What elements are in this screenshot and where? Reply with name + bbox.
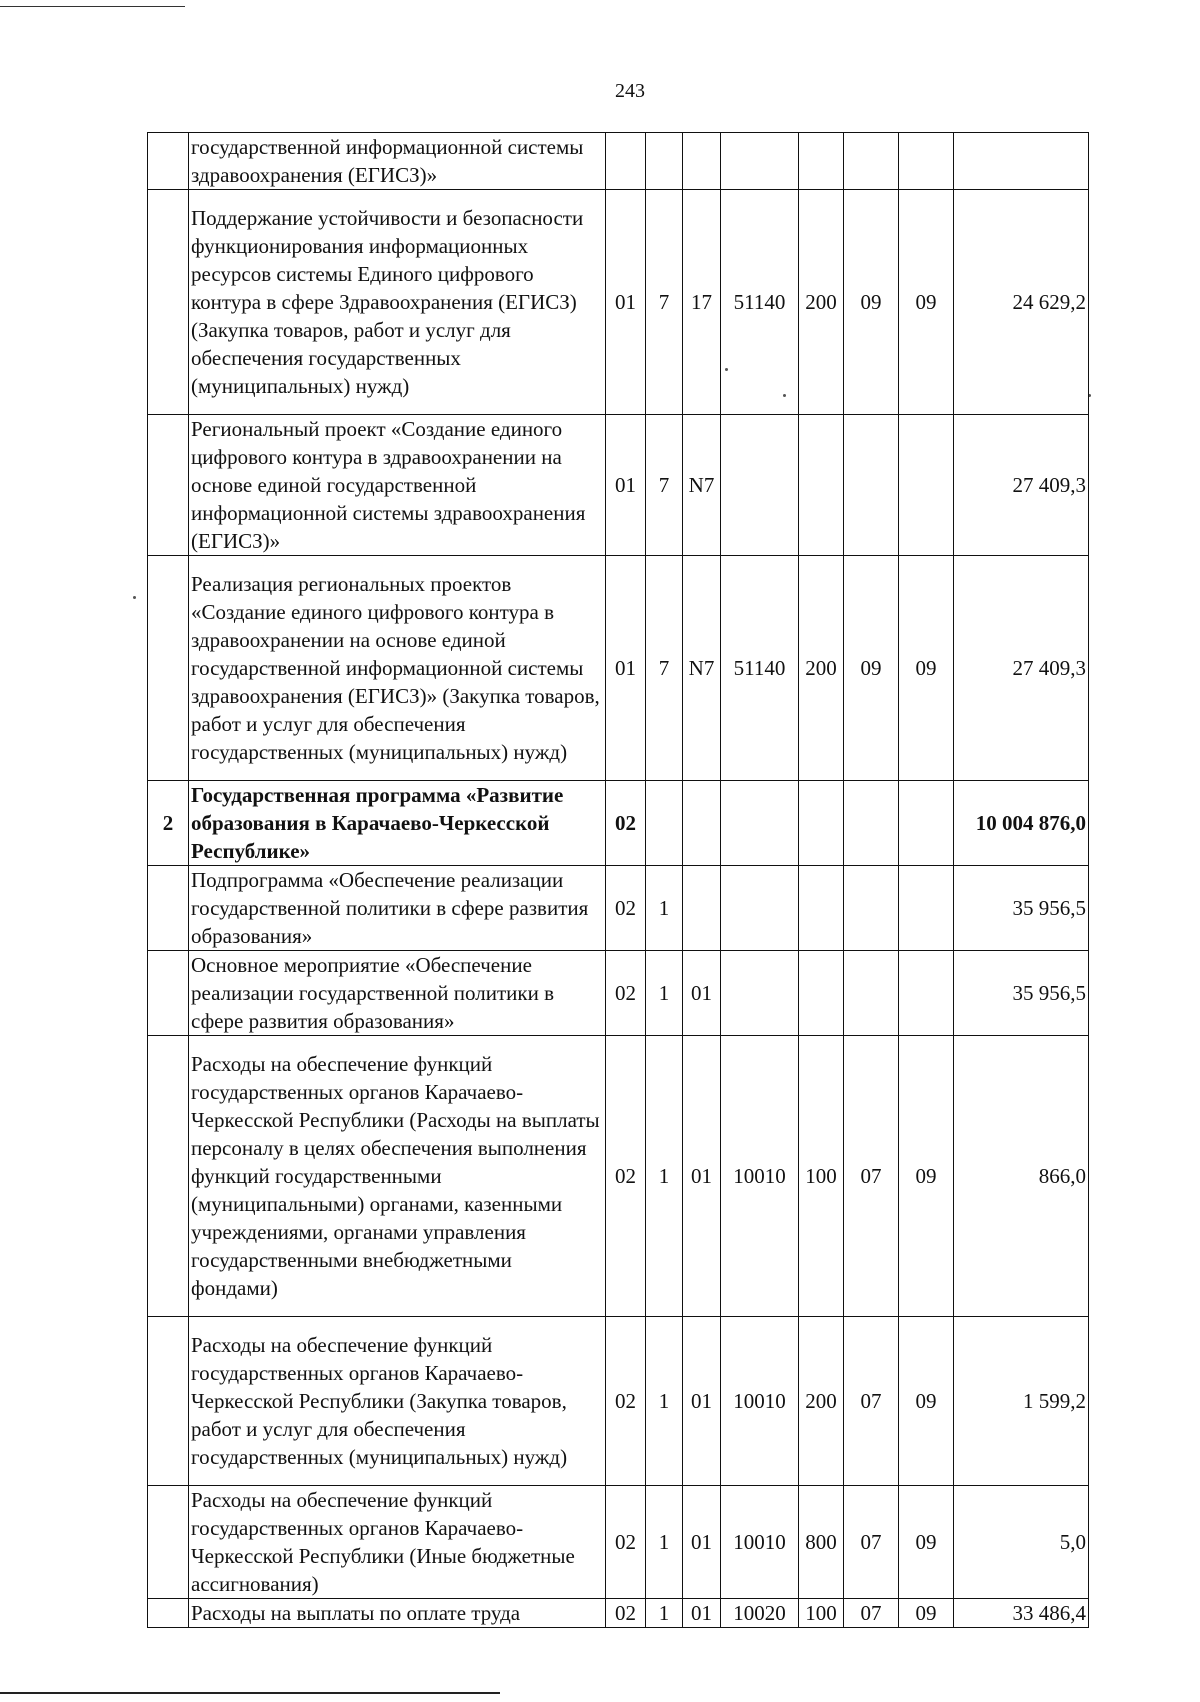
- direction-code: [721, 415, 799, 556]
- program-code: 02: [606, 1317, 646, 1486]
- expense-type-code: [799, 415, 844, 556]
- subsection-code: 09: [899, 1036, 954, 1317]
- expense-type-code: [799, 133, 844, 190]
- expense-name: Поддержание устойчивости и безопасности функционирования информационных ресурсов системы Единого цифрового контура в сфере Здравоохранения (ЕГИСЗ) (Закупка товаров, работ и услуг для обеспечения государственных (муниципальных) нужд): [189, 190, 606, 415]
- program-code: 02: [606, 1036, 646, 1317]
- row-number: [148, 190, 189, 415]
- expense-name: Подпрограмма «Обеспечение реализации государственной политики в сфере развития образования»: [189, 866, 606, 951]
- direction-code: 10020: [721, 1599, 799, 1628]
- event-code: 01: [683, 1599, 721, 1628]
- subsection-code: 09: [899, 556, 954, 781]
- amount: [954, 133, 1089, 190]
- table-row: [148, 190, 1089, 415]
- amount: 35 956,5: [954, 866, 1089, 951]
- expense-name: Региональный проект «Создание единого цифрового контура в здравоохранении на основе единой государственной информационной системы здравоохранения (ЕГИСЗ)»: [189, 415, 606, 556]
- section-code: [844, 781, 899, 866]
- section-code: [844, 866, 899, 951]
- event-code: N7: [683, 556, 721, 781]
- expense-name: Расходы на обеспечение функций государственных органов Карачаево-Черкесской Республики (Расходы на выплаты персоналу в целях обеспечения выполнения функций государственными (муниципальными) органами, казенными учреждениями, органами управления государственными внебюджетными фондами): [189, 1036, 606, 1317]
- subprogram-code: 1: [646, 1317, 683, 1486]
- scan-speck: [133, 596, 136, 599]
- expense-type-code: [799, 781, 844, 866]
- amount: 27 409,3: [954, 556, 1089, 781]
- direction-code: [721, 133, 799, 190]
- amount: 5,0: [954, 1486, 1089, 1599]
- amount: 10 004 876,0: [954, 781, 1089, 866]
- subsection-code: [899, 133, 954, 190]
- program-code: 02: [606, 781, 646, 866]
- event-code: 01: [683, 951, 721, 1036]
- section-code: [844, 951, 899, 1036]
- expense-type-code: 100: [799, 1036, 844, 1317]
- program-code: 02: [606, 951, 646, 1036]
- table-row: [148, 951, 1089, 1036]
- direction-code: 10010: [721, 1317, 799, 1486]
- section-code: 07: [844, 1036, 899, 1317]
- row-number: [148, 1317, 189, 1486]
- amount: 1 599,2: [954, 1317, 1089, 1486]
- subsection-code: [899, 866, 954, 951]
- direction-code: 10010: [721, 1036, 799, 1317]
- expense-type-code: [799, 951, 844, 1036]
- event-code: 01: [683, 1486, 721, 1599]
- expense-name: Расходы на обеспечение функций государственных органов Карачаево-Черкесской Республики (Закупка товаров, работ и услуг для обеспечения государственных (муниципальных) нужд): [189, 1317, 606, 1486]
- event-code: N7: [683, 415, 721, 556]
- program-code: 01: [606, 556, 646, 781]
- subsection-code: [899, 781, 954, 866]
- table-row: [148, 1599, 1089, 1628]
- row-number: [148, 415, 189, 556]
- row-number: [148, 133, 189, 190]
- row-number: [148, 1036, 189, 1317]
- subsection-code: 09: [899, 1599, 954, 1628]
- table-row: [148, 556, 1089, 781]
- expense-name: Государственная программа «Развитие образования в Карачаево-Черкесской Республике»: [189, 781, 606, 866]
- amount: 33 486,4: [954, 1599, 1089, 1628]
- direction-code: 51140: [721, 556, 799, 781]
- section-code: 09: [844, 556, 899, 781]
- section-code: 07: [844, 1317, 899, 1486]
- direction-code: [721, 951, 799, 1036]
- subprogram-code: 7: [646, 190, 683, 415]
- program-code: 01: [606, 415, 646, 556]
- scan-edge-line-bottom: [0, 1692, 500, 1694]
- expense-type-code: 800: [799, 1486, 844, 1599]
- subsection-code: 09: [899, 1486, 954, 1599]
- table-row: [148, 133, 1089, 190]
- section-code: [844, 133, 899, 190]
- event-code: 01: [683, 1317, 721, 1486]
- direction-code: [721, 866, 799, 951]
- section-code: [844, 415, 899, 556]
- subsection-code: 09: [899, 1317, 954, 1486]
- row-number: [148, 951, 189, 1036]
- direction-code: 51140: [721, 190, 799, 415]
- amount: 35 956,5: [954, 951, 1089, 1036]
- expense-name: государственной информационной системы здравоохранения (ЕГИСЗ)»: [189, 133, 606, 190]
- budget-table: [147, 132, 1089, 1628]
- scan-edge-line-top: [0, 6, 185, 7]
- table-row: [148, 415, 1089, 556]
- subprogram-code: 1: [646, 1486, 683, 1599]
- subprogram-code: 1: [646, 866, 683, 951]
- expense-name: Расходы на выплаты по оплате труда: [189, 1599, 606, 1628]
- table-row: [148, 781, 1089, 866]
- section-code: 09: [844, 190, 899, 415]
- subsection-code: [899, 415, 954, 556]
- row-number: [148, 556, 189, 781]
- program-code: 02: [606, 866, 646, 951]
- expense-type-code: [799, 866, 844, 951]
- expense-type-code: 200: [799, 1317, 844, 1486]
- subprogram-code: 1: [646, 1036, 683, 1317]
- row-number: [148, 866, 189, 951]
- program-code: [606, 133, 646, 190]
- amount: 27 409,3: [954, 415, 1089, 556]
- event-code: [683, 133, 721, 190]
- expense-type-code: 200: [799, 556, 844, 781]
- subprogram-code: 7: [646, 556, 683, 781]
- table-row: [148, 1317, 1089, 1486]
- event-code: [683, 781, 721, 866]
- expense-type-code: 100: [799, 1599, 844, 1628]
- event-code: 01: [683, 1036, 721, 1317]
- expense-name: Реализация региональных проектов «Создание единого цифрового контура в здравоохранении на основе единой государственной информационной системы здравоохранения (ЕГИСЗ)» (Закупка товаров, работ и услуг для обеспечения государственных (муниципальных) нужд): [189, 556, 606, 781]
- subprogram-code: [646, 781, 683, 866]
- section-code: 07: [844, 1486, 899, 1599]
- subprogram-code: 7: [646, 415, 683, 556]
- subprogram-code: 1: [646, 1599, 683, 1628]
- program-code: 02: [606, 1599, 646, 1628]
- direction-code: 10010: [721, 1486, 799, 1599]
- table-row: [148, 1036, 1089, 1317]
- expense-name: Расходы на обеспечение функций государственных органов Карачаево-Черкесской Республики (Иные бюджетные ассигнования): [189, 1486, 606, 1599]
- event-code: [683, 866, 721, 951]
- expense-type-code: 200: [799, 190, 844, 415]
- amount: 24 629,2: [954, 190, 1089, 415]
- row-number: [148, 1486, 189, 1599]
- subsection-code: [899, 951, 954, 1036]
- subsection-code: 09: [899, 190, 954, 415]
- subprogram-code: 1: [646, 951, 683, 1036]
- direction-code: [721, 781, 799, 866]
- table-row: [148, 866, 1089, 951]
- page-number: 243: [615, 80, 645, 102]
- table-row: [148, 1486, 1089, 1599]
- subprogram-code: [646, 133, 683, 190]
- row-number: 2: [148, 781, 189, 866]
- row-number: [148, 1599, 189, 1628]
- section-code: 07: [844, 1599, 899, 1628]
- program-code: 01: [606, 190, 646, 415]
- amount: 866,0: [954, 1036, 1089, 1317]
- event-code: 17: [683, 190, 721, 415]
- expense-name: Основное мероприятие «Обеспечение реализации государственной политики в сфере развития образования»: [189, 951, 606, 1036]
- program-code: 02: [606, 1486, 646, 1599]
